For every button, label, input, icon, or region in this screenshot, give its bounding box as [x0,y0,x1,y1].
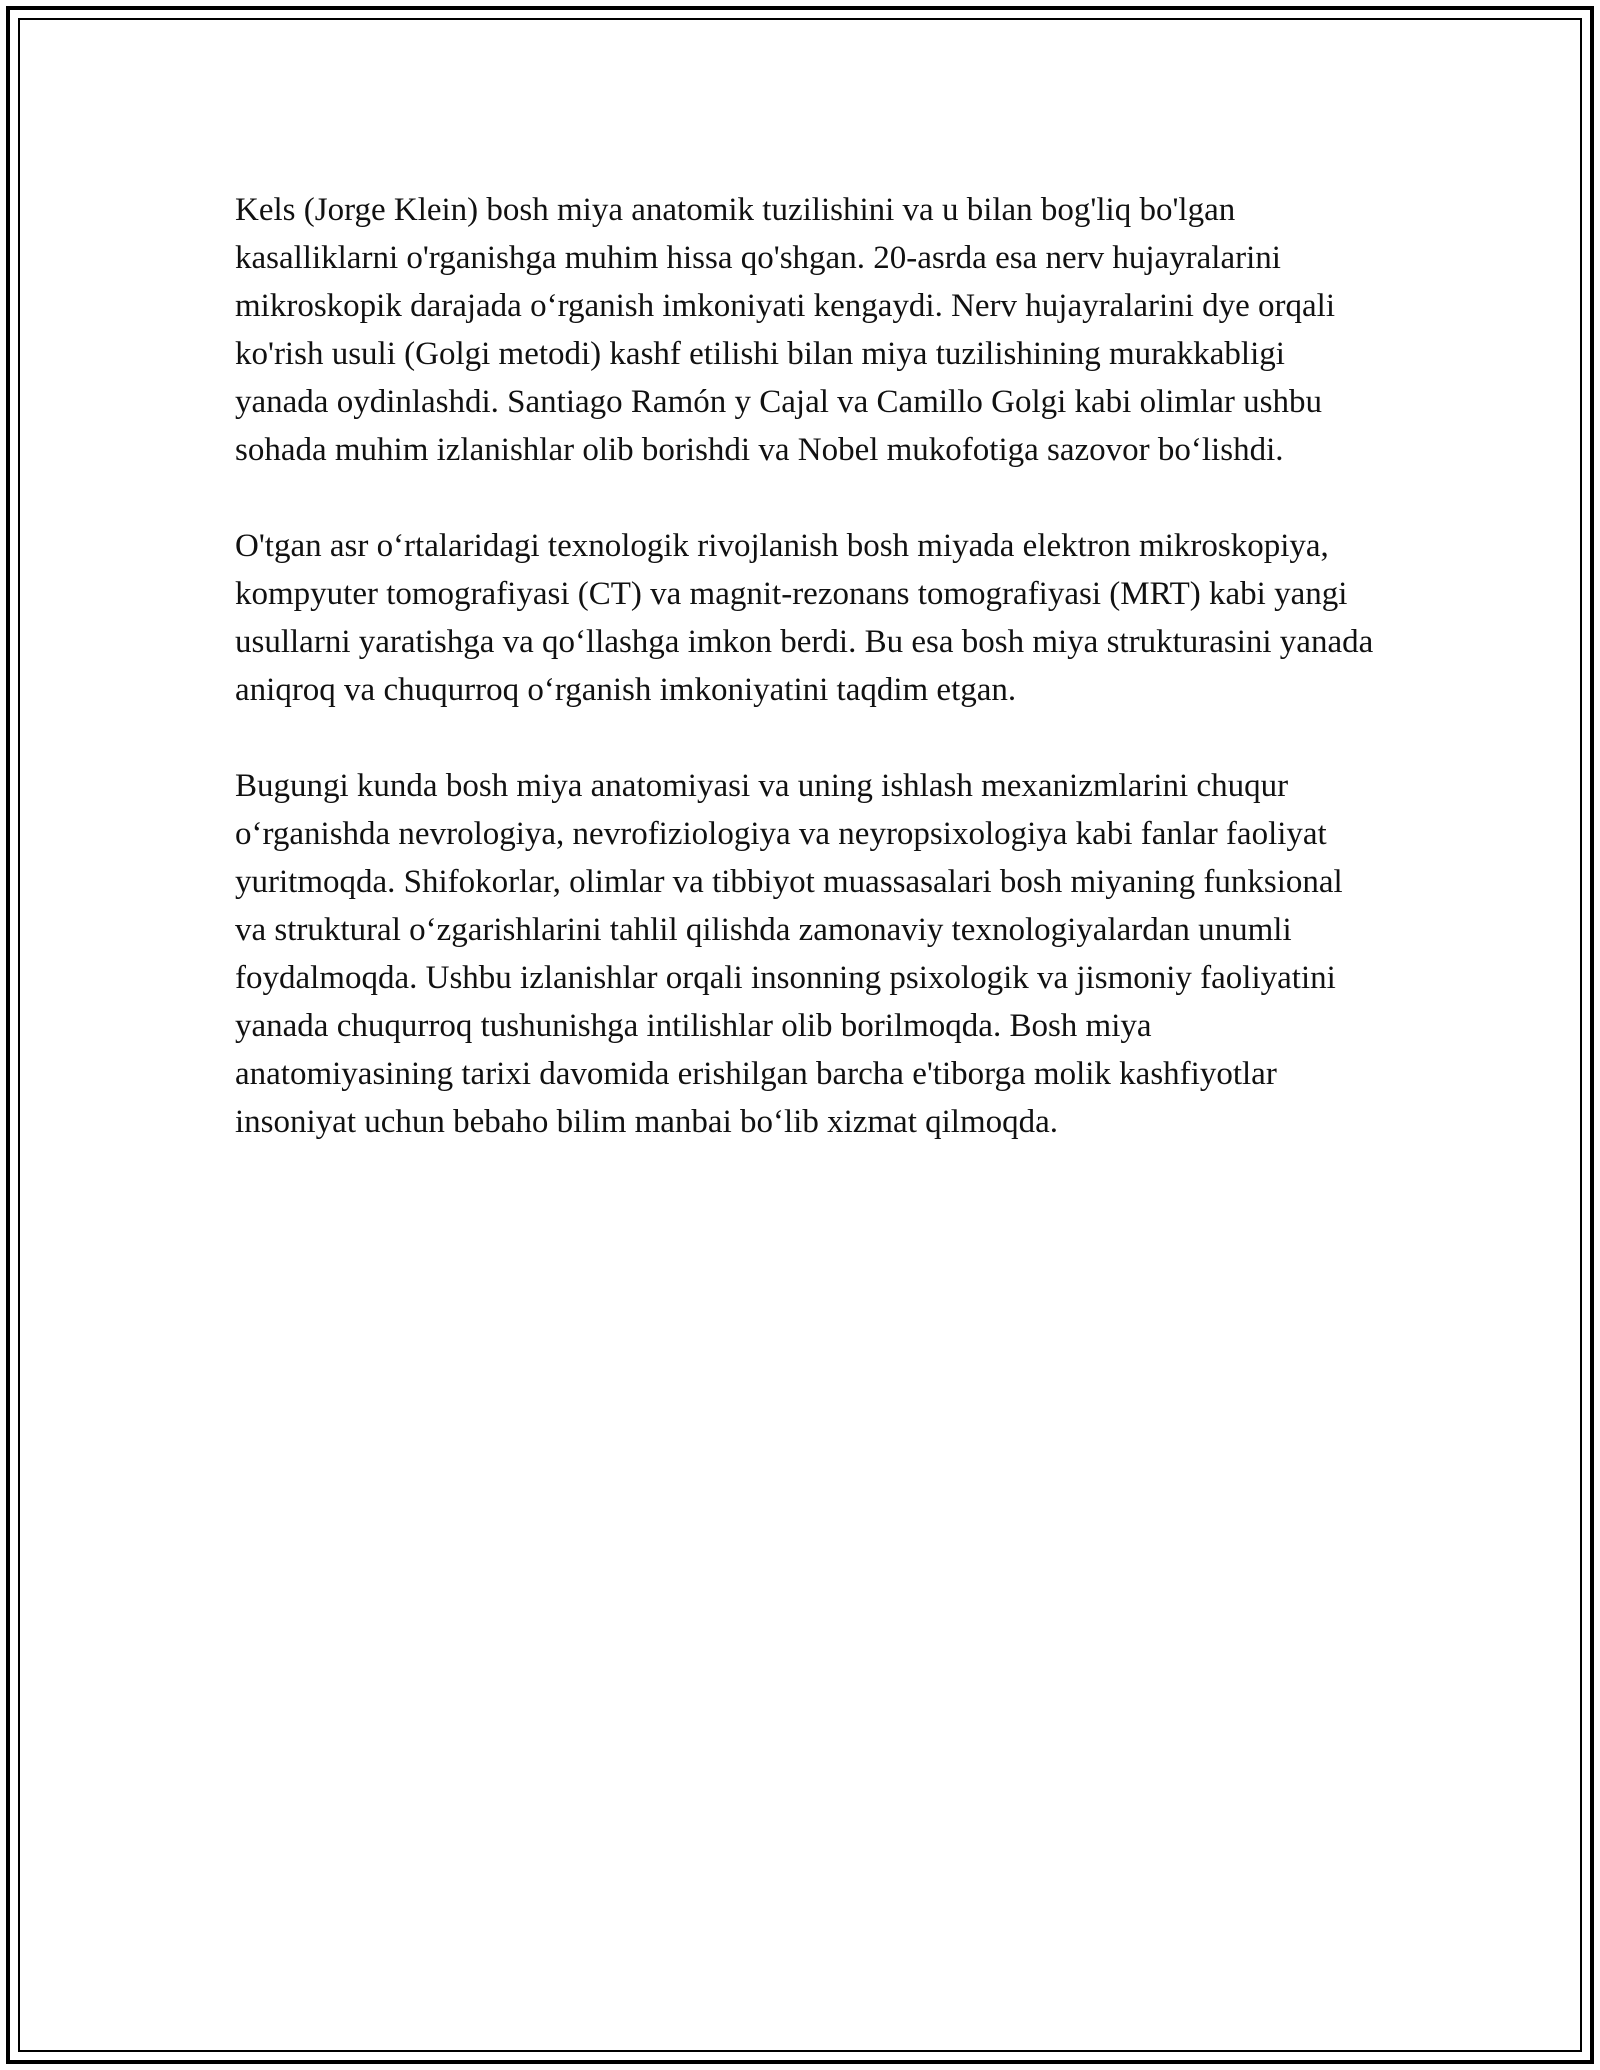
paragraph-golgi-method: Kels (Jorge Klein) bosh miya anatomik tuzilishini va u bilan bog'liq bo'lgan kasalliklarni o'rganishga muhim hissa qo'shgan. 20-asrda esa nerv hujayralarini mikroskopik darajada oʻrganish imkoniyati kengaydi. Nerv hujayralarini dye orqali ko'rish usuli (Golgi metodi) kashf etilishi bilan miya tuzilishining murakkabligi yanada oydinlashdi. Santiago Ramón y Cajal va Camillo Golgi kabi olimlar ushbu sohada muhim izlanishlar olib borishdi va Nobel mukofotiga sazovor boʻlishdi. [235,192,1336,468]
document-body [235,186,1375,1194]
paragraph-modern-research: Bugungi kunda bosh miya anatomiyasi va uning ishlash mexanizmlarini chuqur oʻrganishda nevrologiya, nevrofiziologiya va neyropsixologiya kabi fanlar faoliyat yuritmoqda. Shifokorlar, olimlar va tibbiyot muassasalari bosh miyaning funksional va struktural oʻzgarishlarini tahlil qilishda zamonaviy texnologiyalardan unumli foydalmoqda. Ushbu izlanishlar orqali insonning psixologik va jismoniy faoliyatini yanada chuqurroq tushunishga intilishlar olib borilmoqda. Bosh miya anatomiyasining tarixi davomida erishilgan barcha e'tiborga molik kashfiyotlar insoniyat uchun bebaho bilim manbai boʻlib xizmat qilmoqda. [235,768,1343,1140]
paragraph-imaging-technology: O'tgan asr oʻrtalaridagi texnologik rivojlanish bosh miyada elektron mikroskopiya, kompyuter tomografiyasi (CT) va magnit-rezonans tomografiyasi (MRT) kabi yangi usullarni yaratishga va qoʻllashga imkon berdi. Bu esa bosh miya strukturasini yanada aniqroq va chuqurroq oʻrganish imkoniyatini taqdim etgan. [235,528,1374,708]
